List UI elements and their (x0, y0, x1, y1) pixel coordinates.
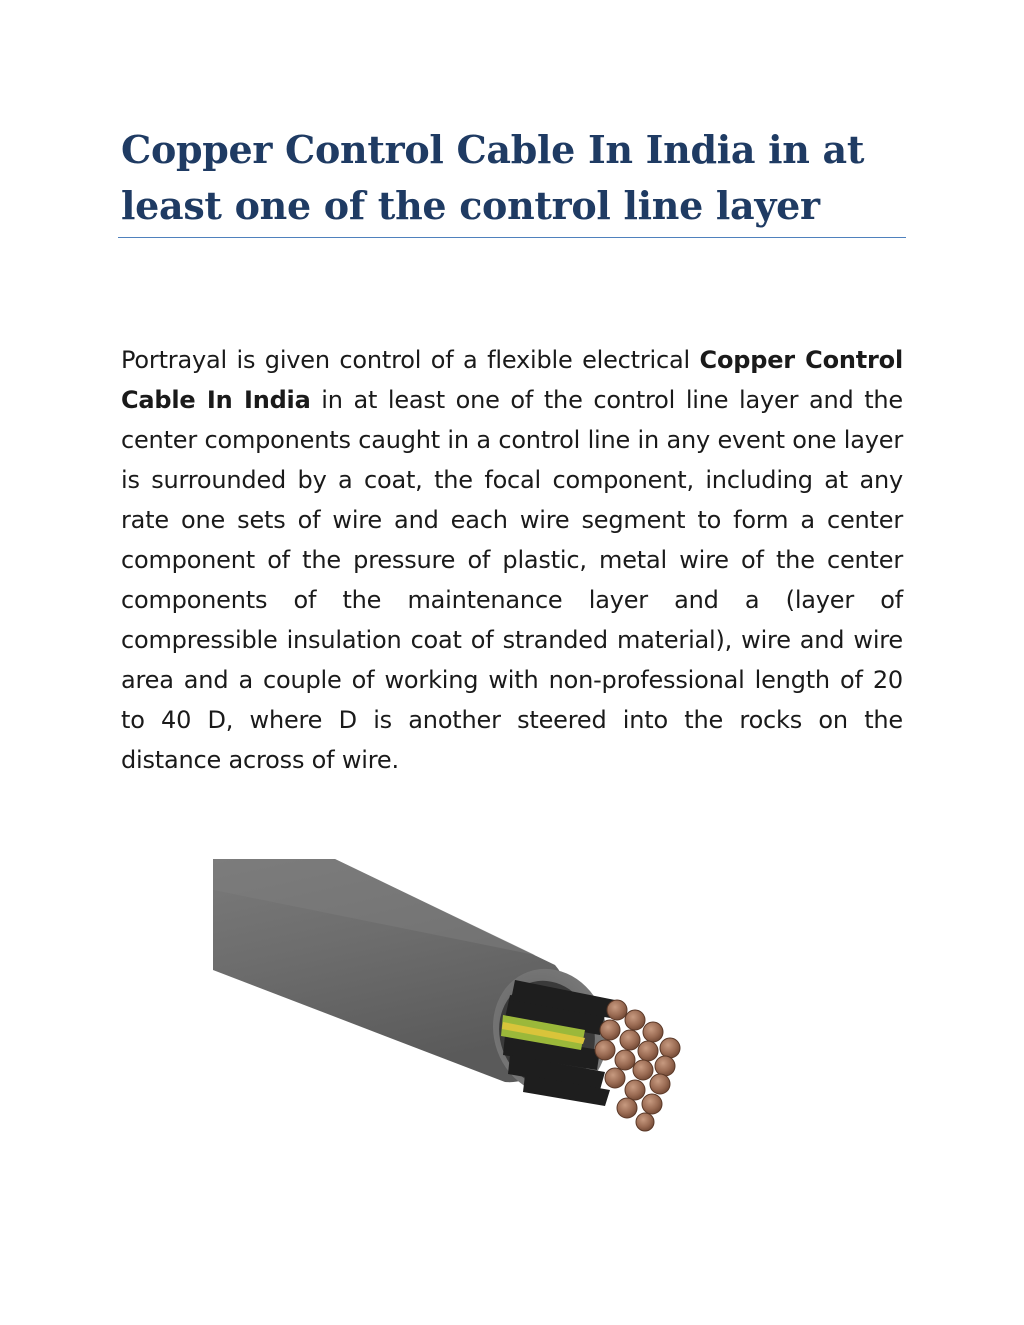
body-paragraph (121, 340, 903, 780)
paragraph-intro: Portrayal is given control of a flexible electrical (121, 346, 700, 374)
cable-image (205, 850, 705, 1140)
paragraph-highlight: Copper Control Cable In India (121, 346, 903, 414)
title-underline (118, 237, 906, 238)
paragraph-rest: in at least one of the control line layer and the center components caught in a control line in any event one layer is surrounded by a coat, the focal component, including at any rate one sets of wire and each wire segment to form a center component of the pressure of plastic, metal wire of the center components of the maintenance layer and a (layer of compressible insulation coat of stranded material), wire and wire area and a couple of working with non-professional length of 20 to 40 D, where D is another steered into the rocks on the distance across of wire. (121, 386, 903, 774)
page-title: Copper Control Cable In India in at least one of the control line layer (121, 127, 865, 228)
copper-strands (595, 1000, 680, 1131)
